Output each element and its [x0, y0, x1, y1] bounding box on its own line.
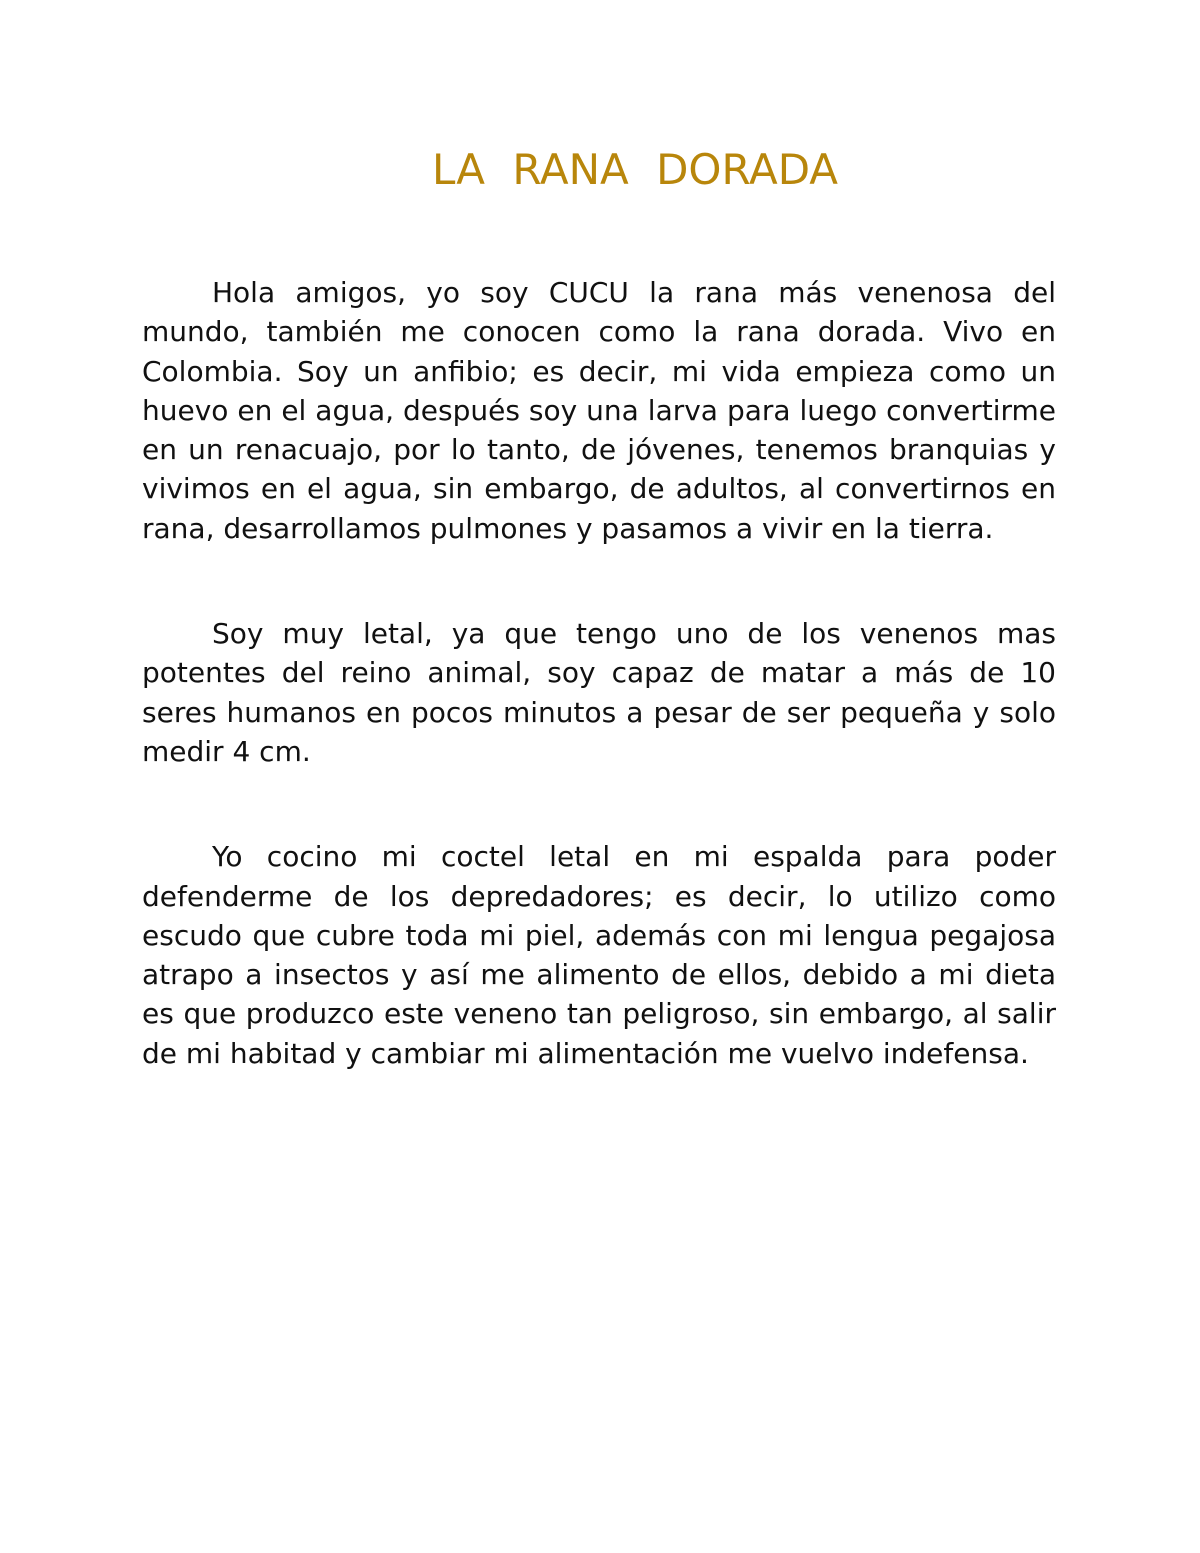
paragraph-diet: Yo cocino mi coctel letal en mi espalda para poder defenderme de los depredadores; es decir, lo utilizo como escudo que cubre toda mi piel, además con mi lengua pegajosa atrapo a insectos y así me alimento de ellos, debido a mi dieta es que produzco este veneno tan peligroso, sin embargo, al salir de mi habitad y cambiar mi alimentación me vuelvo indefensa.	[142, 840, 1056, 1070]
document-body	[142, 273, 1056, 1073]
document-title: LA RANA DORADA	[431, 145, 839, 194]
paragraph-intro: Hola amigos, yo soy CUCU la rana más venenosa del mundo, también me conocen como la rana dorada. Vivo en Colombia. Soy un anfibio; es decir, mi vida empieza como un huevo en el agua, después soy una larva para luego convertirme en un renacuajo, por lo tanto, de jóvenes, tenemos branquias y vivimos en el agua, sin embargo, de adultos, al convertirnos en rana, desarrollamos pulmones y pasamos a vivir en la tierra.	[142, 276, 1056, 545]
paragraph-venom: Soy muy letal, ya que tengo uno de los venenos mas potentes del reino animal, soy capaz de matar a más de 10 seres humanos en pocos minutos a pesar de ser pequeña y solo medir 4 cm.	[142, 617, 1056, 768]
